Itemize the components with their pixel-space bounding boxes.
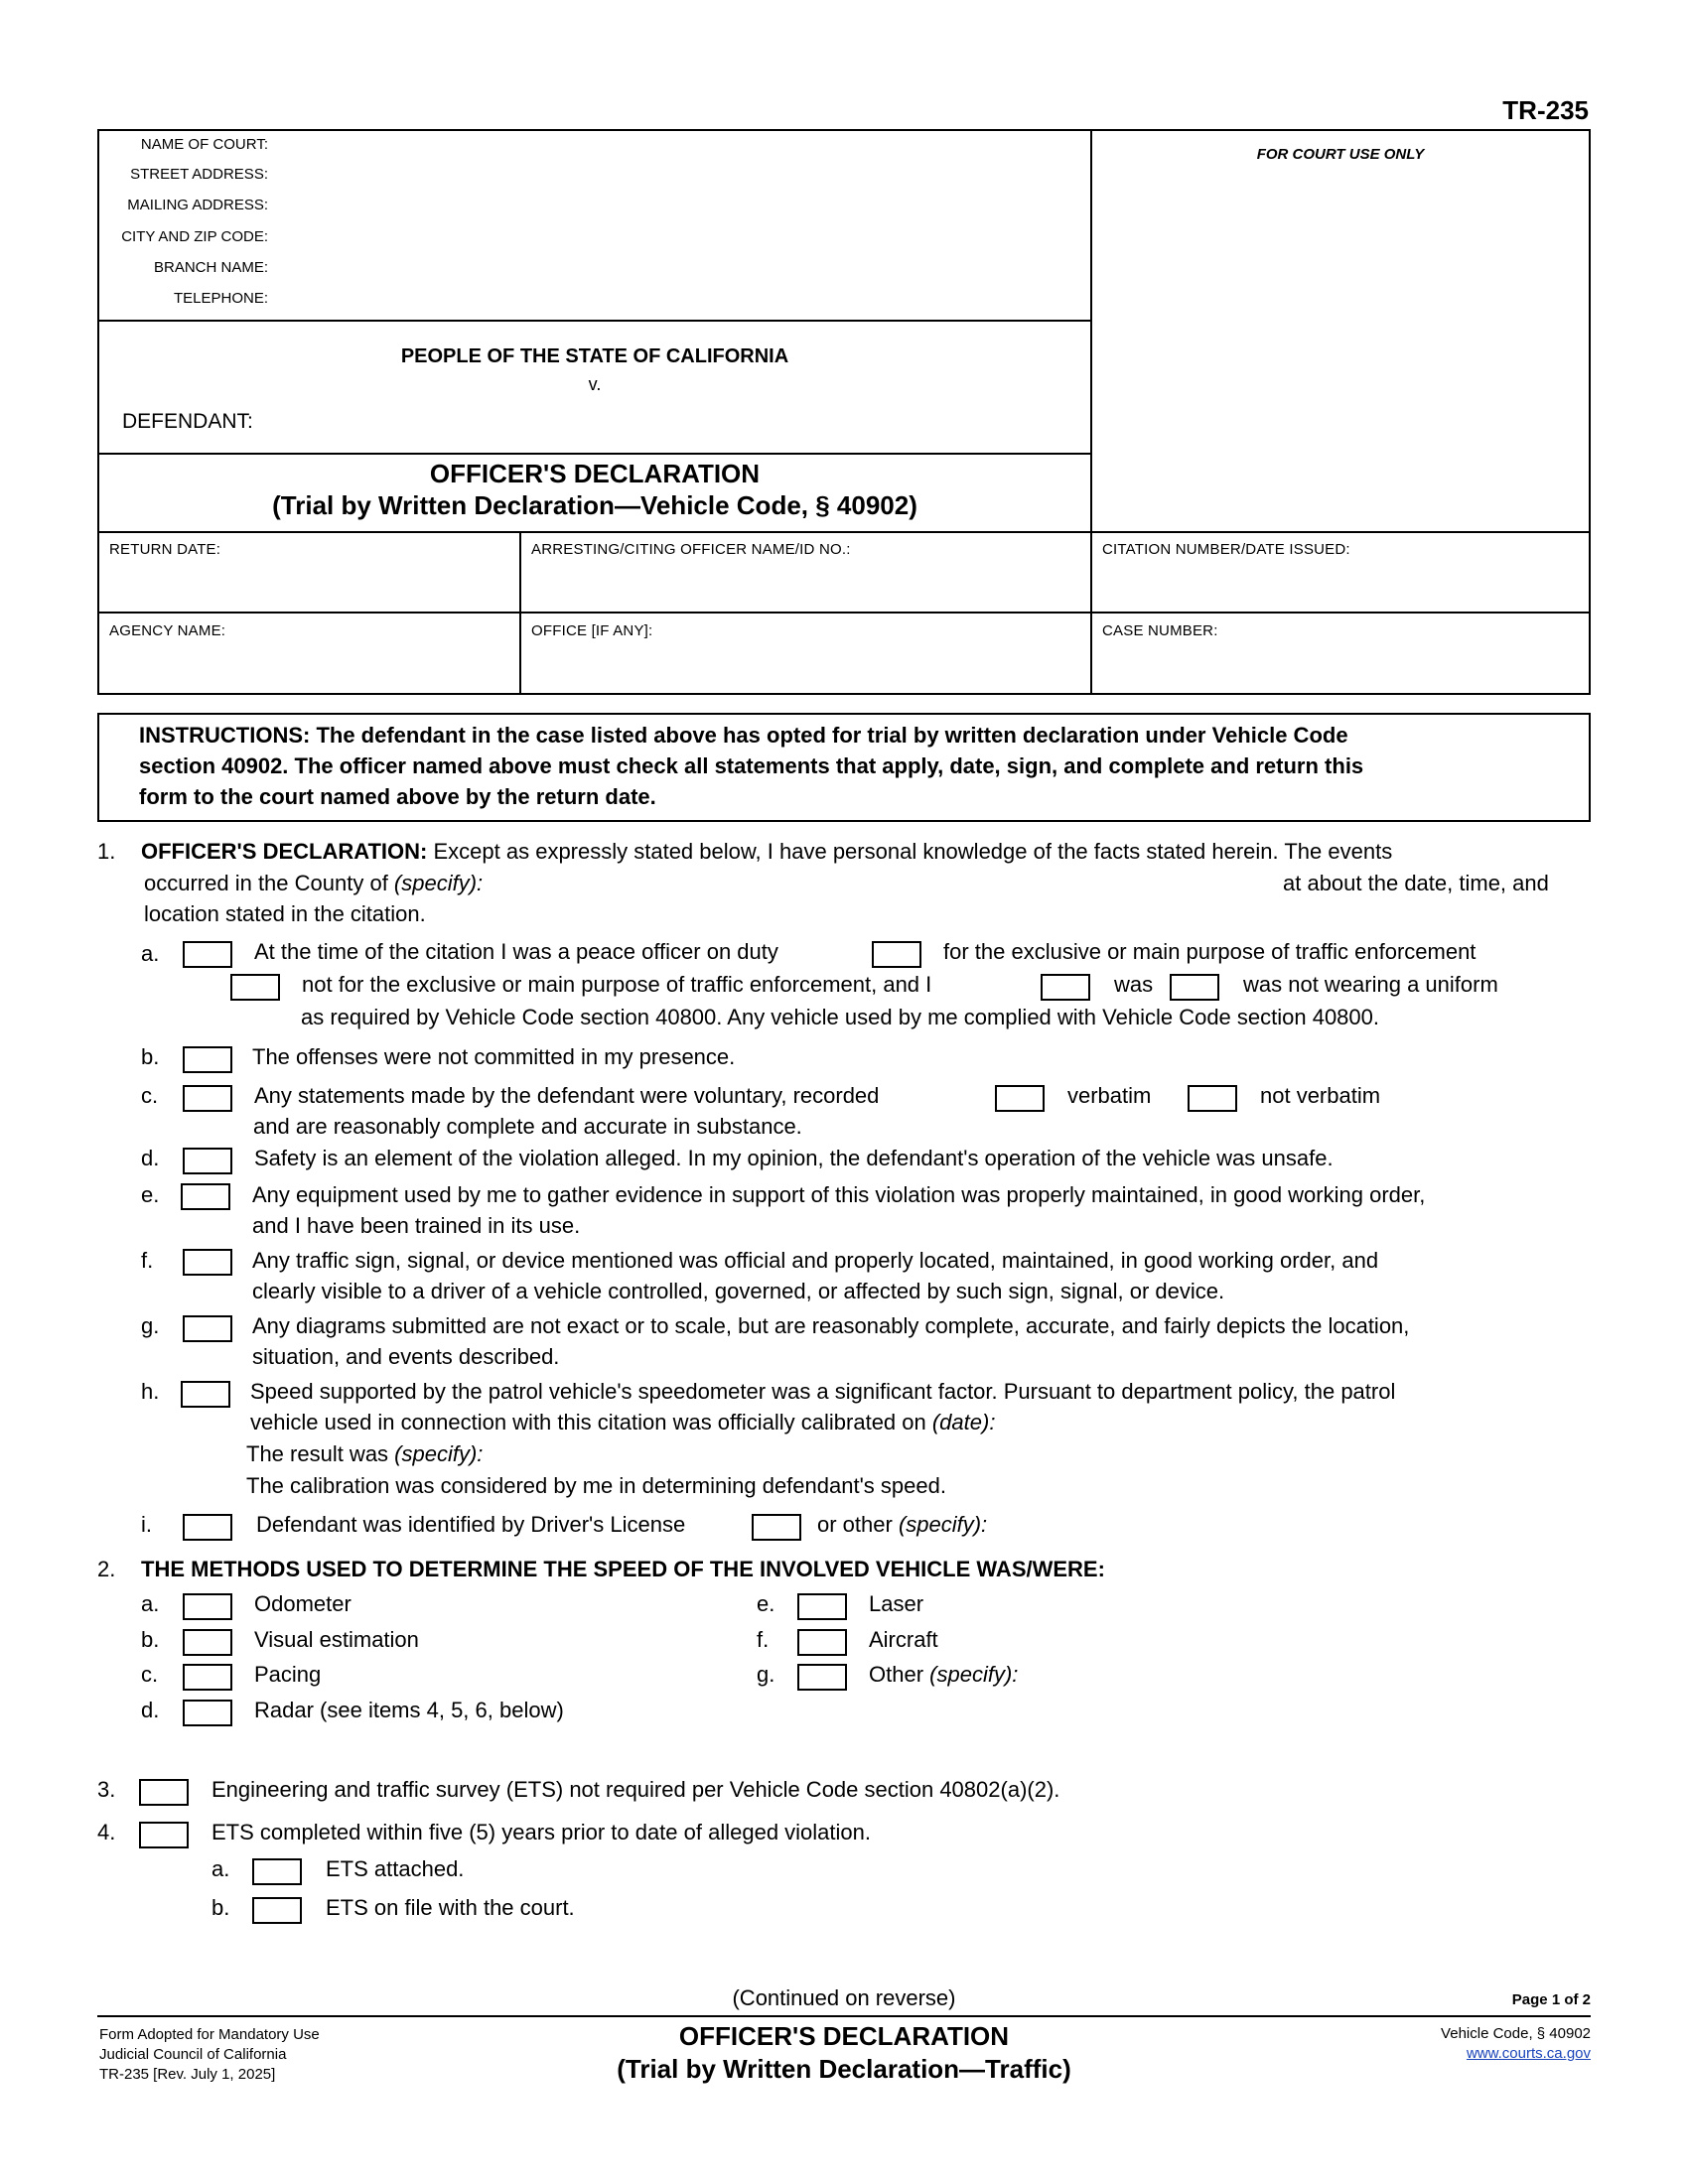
item-1c-text-1: Any statements made by the defendant were voluntary, recorded xyxy=(254,1083,880,1108)
item-1i-other-text: or other xyxy=(817,1512,899,1537)
item-1i-other xyxy=(817,1512,987,1538)
item-4b-letter: b. xyxy=(211,1895,230,1920)
not-verbatim-checkbox[interactable] xyxy=(1188,1085,1237,1112)
item-1-text-line-2 xyxy=(144,871,483,896)
item-4-checkbox[interactable] xyxy=(139,1822,189,1848)
item-2a-letter: a. xyxy=(141,1591,160,1616)
item-1b-letter: b. xyxy=(141,1044,160,1069)
item-1h-text-4: The calibration was considered by me in determining defendant's speed. xyxy=(246,1473,946,1498)
pacing-checkbox[interactable] xyxy=(183,1664,232,1691)
citation-number-label: CITATION NUMBER/DATE ISSUED: xyxy=(1102,541,1350,558)
item-1d-letter: d. xyxy=(141,1146,160,1170)
item-1-specify: (specify): xyxy=(393,871,484,895)
header-block xyxy=(97,129,1591,695)
item-1h-text-3 xyxy=(246,1441,483,1467)
item-1g-text-2: situation, and events described. xyxy=(252,1344,560,1369)
item-1c-checkbox[interactable] xyxy=(183,1085,232,1112)
court-name-label: NAME OF COURT: xyxy=(140,136,268,153)
item-1i-checkbox[interactable] xyxy=(183,1514,232,1541)
city-zip-label: CITY AND ZIP CODE: xyxy=(121,228,268,245)
item-1g-text-1: Any diagrams submitted are not exact or to scale, but are reasonably complete, accurate, and fairly depicts the location, xyxy=(252,1313,1410,1338)
item-1b-checkbox[interactable] xyxy=(183,1046,232,1073)
other-method-text: Other xyxy=(869,1662,930,1687)
item-1-county-text: occurred in the County of xyxy=(144,871,394,895)
item-1c-not-verbatim: not verbatim xyxy=(1260,1083,1381,1108)
other-method-specify: (specify): xyxy=(929,1662,1019,1687)
item-1h-result: The result was xyxy=(246,1441,395,1466)
aircraft-label: Aircraft xyxy=(869,1627,938,1652)
other-method-label xyxy=(869,1662,1018,1688)
item-1h-text-2 xyxy=(250,1410,995,1435)
item-1f-text-1: Any traffic sign, signal, or device mentioned was official and properly located, maintained, in good working order, and xyxy=(252,1248,1379,1273)
ets-on-file-checkbox[interactable] xyxy=(252,1897,302,1924)
item-2-number: 2. xyxy=(97,1557,116,1581)
item-1-date-time-text: at about the date, time, and xyxy=(1283,871,1549,895)
courts-link-wrap xyxy=(1340,2045,1591,2062)
footer-title: OFFICER'S DECLARATION xyxy=(678,2021,1010,2051)
item-2b-letter: b. xyxy=(141,1627,160,1652)
ets-on-file-label: ETS on file with the court. xyxy=(326,1895,575,1920)
continued-note: (Continued on reverse) xyxy=(732,1985,956,2010)
item-1g-checkbox[interactable] xyxy=(183,1315,232,1342)
item-1i-specify: (specify): xyxy=(898,1512,988,1537)
traffic-enforcement-not-main-checkbox[interactable] xyxy=(230,974,280,1001)
item-2f-letter: f. xyxy=(757,1627,770,1652)
item-1h-calibrated: vehicle used in connection with this citation was officially calibrated on xyxy=(250,1410,932,1434)
odometer-label: Odometer xyxy=(254,1591,352,1616)
item-2g-letter: g. xyxy=(757,1662,775,1687)
aircraft-checkbox[interactable] xyxy=(797,1629,847,1656)
item-1e-letter: e. xyxy=(141,1182,160,1207)
verbatim-checkbox[interactable] xyxy=(995,1085,1045,1112)
item-1c-text-2: and are reasonably complete and accurate in substance. xyxy=(253,1114,802,1139)
item-1c-verbatim: verbatim xyxy=(1067,1083,1152,1108)
agency-name-label: AGENCY NAME: xyxy=(109,622,226,639)
instructions-line-1: INSTRUCTIONS: The defendant in the case listed above has opted for trial by written declaration under Vehicle Code xyxy=(139,723,1348,748)
versus: v. xyxy=(588,374,602,394)
item-1a-text-3: not for the exclusive or main purpose of traffic enforcement, and I xyxy=(302,972,932,997)
adoption-info xyxy=(99,2025,320,2085)
officer-name-label: ARRESTING/CITING OFFICER NAME/ID NO.: xyxy=(531,541,851,558)
item-1f-checkbox[interactable] xyxy=(183,1249,232,1276)
odometer-checkbox[interactable] xyxy=(183,1593,232,1620)
instructions-line-3: form to the court named above by the return date. xyxy=(139,784,656,809)
item-1-text-1: Except as expressly stated below, I have personal knowledge of the facts stated herein. The events xyxy=(427,839,1393,864)
uniform-was-not-checkbox[interactable] xyxy=(1170,974,1219,1001)
telephone-label: TELEPHONE: xyxy=(173,290,268,307)
street-address-label: STREET ADDRESS: xyxy=(130,166,268,183)
page-number: Page 1 of 2 xyxy=(1511,1991,1591,2008)
item-1-heading: OFFICER'S DECLARATION: xyxy=(141,839,428,864)
item-1a-was-not: was not wearing a uniform xyxy=(1243,972,1498,997)
office-label: OFFICE [IF ANY]: xyxy=(531,622,653,639)
traffic-enforcement-main-checkbox[interactable] xyxy=(872,941,921,968)
item-1a-letter: a. xyxy=(141,941,160,966)
courts-website-link[interactable]: www.courts.ca.gov xyxy=(1466,2045,1591,2062)
adopted-line-1: Form Adopted for Mandatory Use xyxy=(99,2026,320,2043)
item-1a-was: was xyxy=(1114,972,1154,997)
radar-label: Radar (see items 4, 5, 6, below) xyxy=(254,1698,564,1722)
item-1c-letter: c. xyxy=(141,1083,159,1108)
item-1e-checkbox[interactable] xyxy=(181,1183,230,1210)
footer-rule xyxy=(97,2015,1591,2017)
item-1b-text: The offenses were not committed in my presence. xyxy=(252,1044,736,1069)
form-subtitle: (Trial by Written Declaration—Vehicle Code, § 40902) xyxy=(272,490,917,520)
item-1h-letter: h. xyxy=(141,1379,160,1404)
item-1a-text-2: for the exclusive or main purpose of traffic enforcement xyxy=(943,939,1477,964)
radar-checkbox[interactable] xyxy=(183,1700,232,1726)
defendant-label: DEFENDANT: xyxy=(122,410,253,433)
people-caption: PEOPLE OF THE STATE OF CALIFORNIA xyxy=(400,345,789,367)
ets-attached-checkbox[interactable] xyxy=(252,1858,302,1885)
item-1f-letter: f. xyxy=(141,1248,154,1273)
uniform-was-checkbox[interactable] xyxy=(1041,974,1090,1001)
laser-checkbox[interactable] xyxy=(797,1593,847,1620)
item-1e-text-1: Any equipment used by me to gather evidence in support of this violation was properly maintained, in good working order, xyxy=(252,1182,1426,1207)
item-4-text: ETS completed within five (5) years prior to date of alleged violation. xyxy=(211,1820,871,1844)
item-1f-text-2: clearly visible to a driver of a vehicle controlled, governed, or affected by such sign, signal, or device. xyxy=(252,1279,1225,1303)
mailing-address-label: MAILING ADDRESS: xyxy=(127,197,268,213)
pacing-label: Pacing xyxy=(254,1662,322,1687)
item-1d-checkbox[interactable] xyxy=(183,1148,232,1174)
item-3-number: 3. xyxy=(97,1777,116,1802)
adopted-line-2: Judicial Council of California xyxy=(99,2046,287,2063)
item-2c-letter: c. xyxy=(141,1662,159,1687)
item-1a-text-1: At the time of the citation I was a peace officer on duty xyxy=(254,939,778,964)
vehicle-code-ref: Vehicle Code, § 40902 xyxy=(1441,2025,1591,2042)
case-number-label: CASE NUMBER: xyxy=(1102,622,1218,639)
item-2e-letter: e. xyxy=(757,1591,775,1616)
item-1-text-line-3: location stated in the citation. xyxy=(144,901,426,926)
item-1h-specify: (specify): xyxy=(394,1441,484,1466)
form-number: TR-235 xyxy=(1502,95,1589,125)
laser-label: Laser xyxy=(869,1591,924,1616)
return-date-label: RETURN DATE: xyxy=(109,541,221,558)
item-1-number: 1. xyxy=(97,839,116,864)
court-use-label: FOR COURT USE ONLY xyxy=(1256,146,1425,163)
form-title: OFFICER'S DECLARATION xyxy=(429,459,761,488)
ets-attached-label: ETS attached. xyxy=(326,1856,465,1881)
item-3-text: Engineering and traffic survey (ETS) not required per Vehicle Code section 40802(a)(2). xyxy=(211,1777,1060,1802)
item-1i-letter: i. xyxy=(141,1512,152,1537)
visual-estimation-checkbox[interactable] xyxy=(183,1629,232,1656)
item-1a-checkbox[interactable] xyxy=(183,941,232,968)
item-1h-checkbox[interactable] xyxy=(181,1381,230,1408)
instructions-line-2: section 40902. The officer named above must check all statements that apply, date, sign, and complete and return this xyxy=(139,753,1364,778)
footer-subtitle: (Trial by Written Declaration—Traffic) xyxy=(617,2054,1071,2084)
item-4a-letter: a. xyxy=(211,1856,230,1881)
item-1h-text-1: Speed supported by the patrol vehicle's speedometer was a significant factor. Pursuant to department policy, the patrol xyxy=(250,1379,1396,1404)
item-2-heading: THE METHODS USED TO DETERMINE THE SPEED OF THE INVOLVED VEHICLE WAS/WERE: xyxy=(141,1557,1105,1581)
item-1i-text: Defendant was identified by Driver's License xyxy=(256,1512,686,1537)
item-1-text-line-1 xyxy=(141,839,1392,865)
adopted-line-3: TR-235 [Rev. July 1, 2025] xyxy=(99,2066,276,2083)
other-method-checkbox[interactable] xyxy=(797,1664,847,1691)
item-1g-letter: g. xyxy=(141,1313,160,1338)
item-1h-date: (date): xyxy=(931,1410,996,1434)
item-1e-text-2: and I have been trained in its use. xyxy=(252,1213,581,1238)
item-4-number: 4. xyxy=(97,1820,116,1844)
item-2d-letter: d. xyxy=(141,1698,160,1722)
item-1d-text: Safety is an element of the violation alleged. In my opinion, the defendant's operation of the vehicle was unsafe. xyxy=(254,1146,1334,1170)
item-3-checkbox[interactable] xyxy=(139,1779,189,1806)
visual-estimation-label: Visual estimation xyxy=(254,1627,419,1652)
item-1a-text-4: as required by Vehicle Code section 40800. Any vehicle used by me complied with Vehicle Code section 40800. xyxy=(301,1005,1380,1029)
branch-name-label: BRANCH NAME: xyxy=(153,259,268,276)
drivers-license-checkbox[interactable] xyxy=(752,1514,801,1541)
